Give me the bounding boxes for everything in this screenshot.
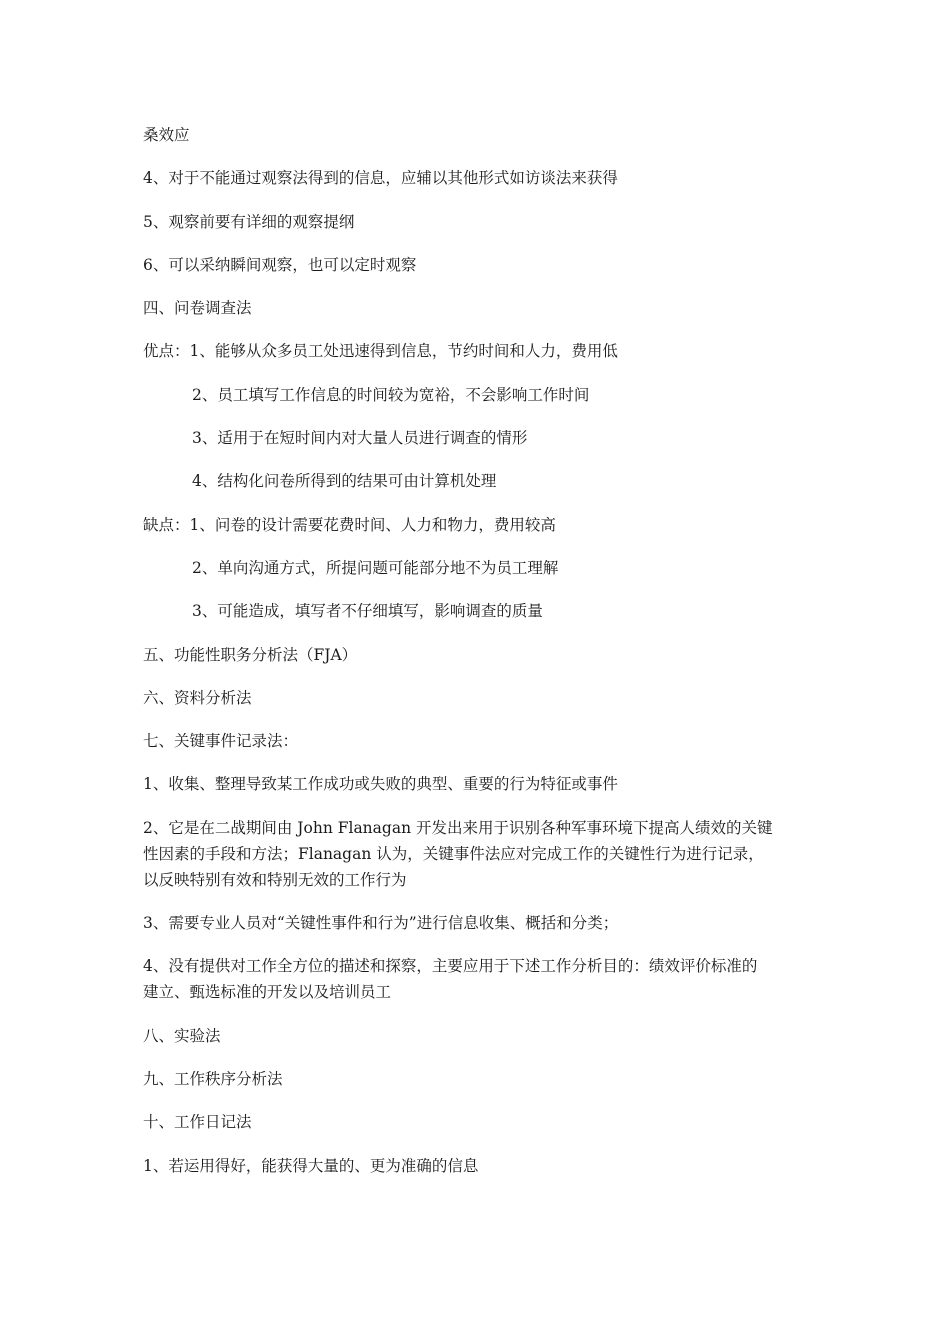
section-heading: 七、关键事件记录法： xyxy=(143,732,299,751)
section-heading: 十、工作日记法 xyxy=(143,1113,252,1132)
paragraph-line: 以反映特别有效和特别无效的工作行为 xyxy=(143,870,407,889)
disadvantages-item: 2、单向沟通方式，所提问题可能部分地不为员工理解 xyxy=(192,558,559,577)
disadvantages-item: 3、可能造成，填写者不仔细填写，影响调查的质量 xyxy=(192,602,543,621)
list-item: 5、观察前要有详细的观察提纲 xyxy=(143,212,355,231)
section-heading: 四、问卷调查法 xyxy=(143,299,252,318)
list-item: 3、需要专业人员对“关键性事件和行为”进行信息收集、概括和分类； xyxy=(143,914,619,933)
list-item: 6、可以采纳瞬间观察，也可以定时观察 xyxy=(143,255,417,274)
section-heading: 八、实验法 xyxy=(143,1026,221,1045)
paragraph-line: 2、它是在二战期间由 John Flanagan 开发出来用于识别各种军事环境下提高人绩效的关键 xyxy=(143,818,773,837)
list-item: 1、收集、整理导致某工作成功或失败的典型、重要的行为特征或事件 xyxy=(143,775,618,794)
advantages-item: 2、员工填写工作信息的时间较为宽裕，不会影响工作时间 xyxy=(192,385,590,404)
list-item-paragraph xyxy=(143,815,813,893)
disadvantages-item: 缺点：1、问卷的设计需要花费时间、人力和物力，费用较高 xyxy=(143,515,556,534)
section-heading: 九、工作秩序分析法 xyxy=(143,1069,283,1088)
advantages-item: 4、结构化问卷所得到的结果可由计算机处理 xyxy=(192,472,497,491)
list-item: 1、若运用得好，能获得大量的、更为准确的信息 xyxy=(143,1156,479,1175)
advantages-item: 优点：1、能够从众多员工处迅速得到信息，节约时间和人力，费用低 xyxy=(143,342,618,361)
paragraph-line: 建立、甄选标准的开发以及培训员工 xyxy=(143,983,392,1002)
paragraph-line: 4、没有提供对工作全方位的描述和探察，主要应用于下述工作分析目的：绩效评价标准的 xyxy=(143,957,758,976)
list-item-paragraph xyxy=(143,953,813,1005)
paragraph-line: 性因素的手段和方法；Flanagan 认为，关键事件法应对完成工作的关键性行为进行记录， xyxy=(143,844,764,863)
advantages-item: 3、适用于在短时间内对大量人员进行调查的情形 xyxy=(192,429,528,448)
document-body xyxy=(143,122,813,1196)
section-heading: 六、资料分析法 xyxy=(143,688,252,707)
list-item: 4、对于不能通过观察法得到的信息，应辅以其他形式如访谈法来获得 xyxy=(143,169,618,188)
section-heading: 五、功能性职务分析法（FJA） xyxy=(143,645,358,664)
text-line: 桑效应 xyxy=(143,126,190,144)
